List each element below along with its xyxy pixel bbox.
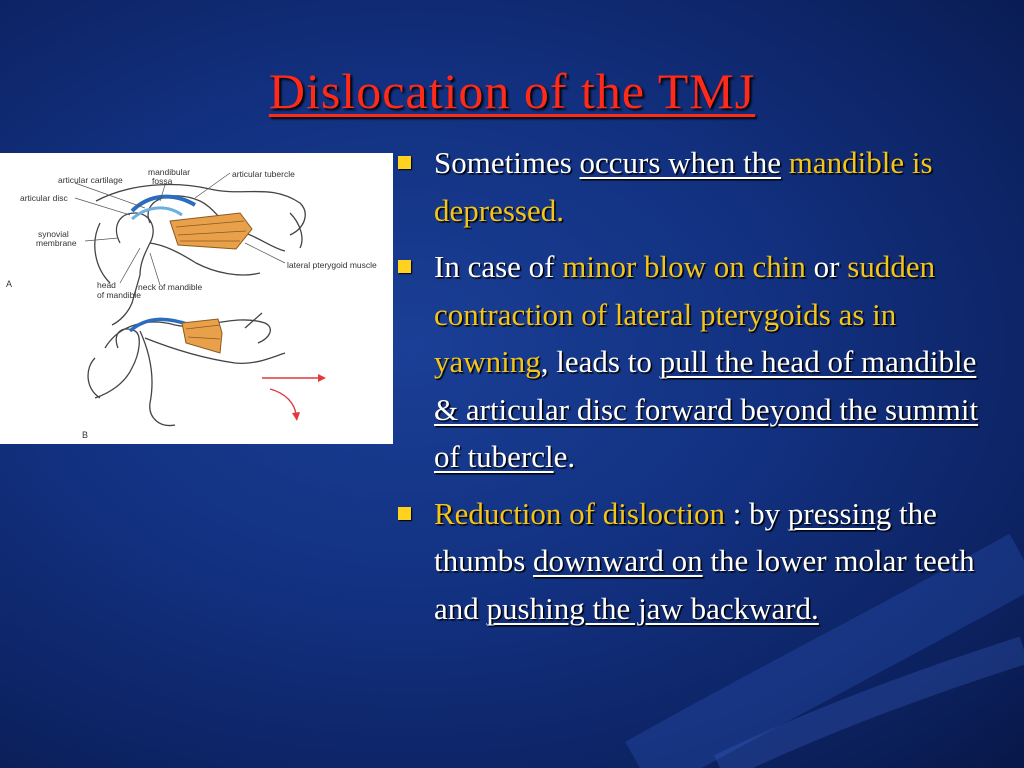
bullet-1-space [781, 145, 789, 180]
label-panel-a: A [6, 279, 13, 289]
label-mandibular-fossa-2: fossa [152, 176, 173, 186]
bullet-1-highlight: mandible is depressed. [434, 145, 933, 228]
label-synovial-membrane-1: synovial [38, 229, 69, 239]
bullet-item-2 [398, 243, 1008, 481]
bullet-1-text: Sometimes [434, 145, 580, 180]
bullet-3-text-a: : by [725, 495, 788, 531]
muscle-panel-b [182, 319, 222, 353]
bullet-list [398, 139, 1008, 641]
bullet-2-text-a: In case of [434, 249, 563, 284]
bullet-3-highlight: Reduction of disloction [434, 495, 726, 531]
bullet-2-text-c: , leads to [540, 344, 660, 379]
label-mandibular-fossa-1: mandibular [148, 167, 191, 177]
label-neck-of-mandible: neck of mandible [138, 282, 203, 292]
bullet-item-3 [398, 490, 1008, 633]
bullet-2-text-b: or [805, 249, 848, 284]
bullet-2-text-d: e. [553, 439, 576, 474]
bullet-3-underlined-b: downward on [533, 543, 703, 578]
bullet-2-highlight-b: sudden contraction of lateral pterygoids as in yawning [434, 249, 936, 379]
bullet-3-text-b: the thumbs [434, 495, 937, 578]
bullet-3-underlined-a: pressing [787, 495, 892, 531]
label-panel-b: B [82, 430, 89, 440]
label-articular-disc: articular disc [20, 193, 68, 203]
label-synovial-membrane-2: membrane [36, 238, 77, 248]
label-head-of-mandible-2: of mandible [97, 290, 141, 300]
tmj-diagram [0, 153, 393, 444]
muscle-panel-a [170, 213, 252, 249]
slide-title: Dislocation of the TMJ [268, 63, 756, 119]
diagram-panel-a [95, 185, 305, 325]
bullet-2-highlight-a: minor blow on chin [562, 249, 806, 284]
label-articular-cartilage: articular cartilage [58, 175, 123, 185]
label-articular-tubercle: articular tubercle [232, 169, 295, 179]
bullet-square-icon [398, 260, 411, 273]
bullet-3-text-c: the lower molar teeth and [434, 543, 975, 626]
bullet-square-icon [398, 507, 411, 520]
bullet-3-underlined-c: pushing the jaw backward. [486, 590, 819, 626]
bullet-item-1 [398, 139, 1008, 234]
bullet-1-underlined-text: occurs when the [579, 145, 781, 180]
label-head-of-mandible-1: head [97, 280, 116, 290]
bullet-square-icon [398, 156, 411, 169]
bullet-2-underlined-text: pull the head of mandible & articular disc forward beyond the summit of tubercl [434, 344, 979, 474]
label-lateral-pterygoid-muscle: lateral pterygoid muscle [287, 260, 377, 270]
movement-arrows [262, 374, 326, 421]
